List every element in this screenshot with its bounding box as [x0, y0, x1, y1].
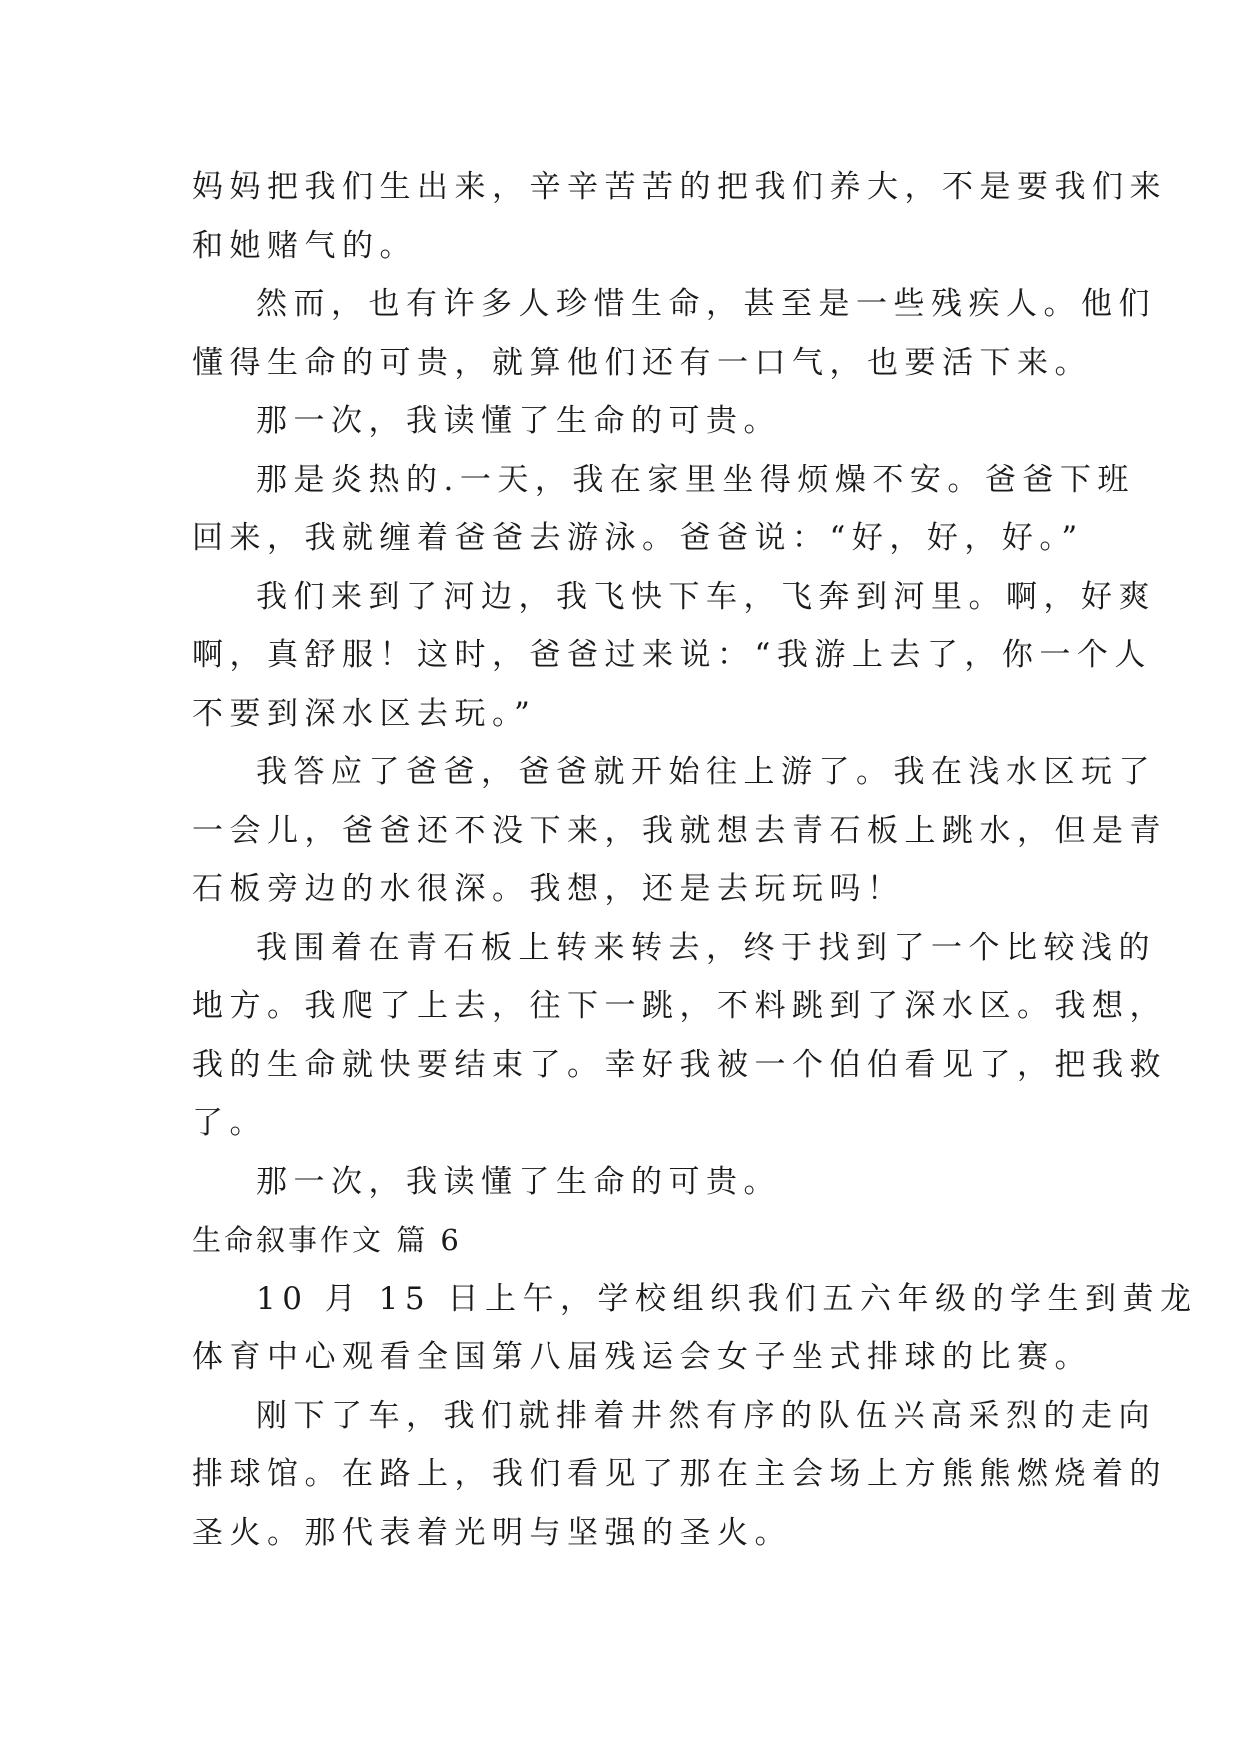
text-line: 妈妈把我们生出来，辛辛苦苦的把我们养大，不是要我们来 [192, 169, 1167, 205]
text-line: 那一次，我读懂了生命的可贵。 [256, 403, 781, 439]
text-line: 我围着在青石板上转来转去，终于找到了一个比较浅的 [256, 929, 1156, 966]
text-line: 不要到深水区去玩。” [192, 695, 537, 732]
text-line: 我们来到了河边，我飞快下车，飞奔到河里。啊，好爽 [256, 578, 1156, 615]
text-line: 和她赌气的。 [192, 227, 417, 264]
section-heading: 生命叙事作文 篇 6 [192, 1223, 462, 1257]
text-line: 地方。我爬了上去，往下一跳，不料跳到了深水区。我想， [192, 988, 1167, 1024]
text-line: 然而，也有许多人珍惜生命，甚至是一些残疾人。他们 [256, 286, 1156, 322]
text-line: 体育中心观看全国第八届残运会女子坐式排球的比赛。 [192, 1339, 1092, 1375]
text-line: 一会儿，爸爸还不没下来，我就想去青石板上跳水，但是青 [192, 812, 1167, 849]
text-line: 10 月 15 日上午，学校组织我们五六年级的学生到黄龙 [256, 1280, 1198, 1317]
text-line: 圣火。那代表着光明与坚强的圣火。 [192, 1514, 792, 1551]
text-line: 了。 [192, 1105, 267, 1141]
text-line: 回来，我就缠着爸爸去游泳。爸爸说：“好，好，好。” [192, 520, 1084, 556]
text-line: 啊，真舒服！这时，爸爸过来说：“我游上去了，你一个人 [192, 637, 1152, 673]
text-line: 那是炎热的.一天，我在家里坐得烦燥不安。爸爸下班 [256, 461, 1135, 498]
text-line: 我的生命就快要结束了。幸好我被一个伯伯看见了，把我救 [192, 1046, 1167, 1083]
text-line: 那一次，我读懂了生命的可贵。 [256, 1163, 781, 1200]
text-line: 刚下了车，我们就排着井然有序的队伍兴高采烈的走向 [256, 1397, 1156, 1434]
text-line: 石板旁边的水很深。我想，还是去玩玩吗！ [192, 871, 905, 907]
text-line: 我答应了爸爸，爸爸就开始往上游了。我在浅水区玩了 [256, 754, 1156, 790]
document-page [192, 158, 1198, 1562]
text-line: 排球馆。在路上，我们看见了那在主会场上方熊熊燃烧着的 [192, 1456, 1167, 1492]
text-line: 懂得生命的可贵，就算他们还有一口气，也要活下来。 [192, 344, 1092, 381]
